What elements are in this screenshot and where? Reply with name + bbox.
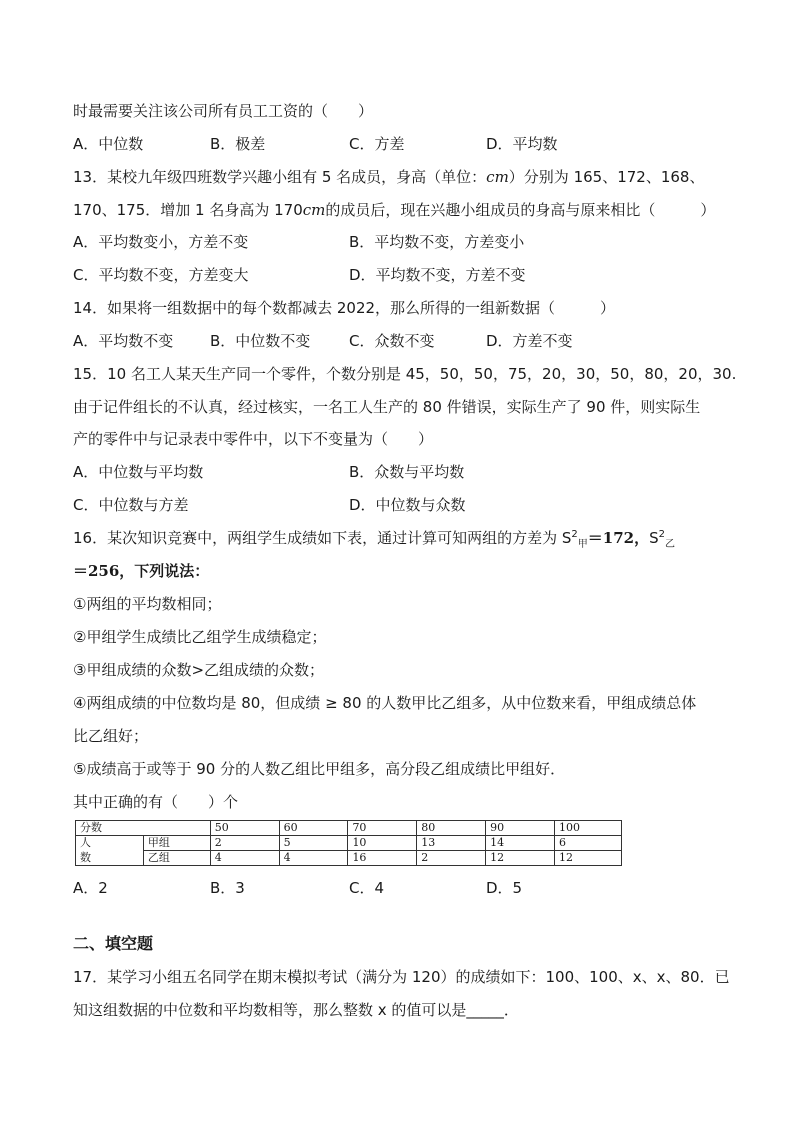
q15-stem-line1: 15．10 名工人某天生产同一个零件，个数分别是 45，50，50，75，20，30，50，80，20，30. — [73, 365, 737, 383]
q16-option-a: A．2 — [73, 879, 108, 897]
q17-stem-line2: 知这组数据的中位数和平均数相等，那么整数 x 的值可以是_____． — [73, 1001, 519, 1019]
q13-text: ）分别为 165、172、168、 — [508, 168, 705, 186]
table-header-label: 分数 — [76, 821, 211, 836]
q16-statement-5: ⑤成绩高于或等于 90 分的人数乙组比甲组多，高分段乙组成绩比甲组好． — [73, 760, 566, 778]
q13-unit: cm — [302, 201, 326, 219]
q12-stem-tail: 时最需要关注该公司所有员工工资的（ ） — [73, 102, 374, 120]
table-cell: 12 — [486, 851, 555, 866]
q16-sub-jia: 甲 — [577, 539, 588, 550]
q13-text: 的成员后，现在兴趣小组成员的身高与原来相比（ ） — [325, 201, 716, 219]
table-cell: 4 — [279, 851, 348, 866]
table-cell: 12 — [555, 851, 622, 866]
score-table — [75, 820, 622, 866]
table-cell: 6 — [555, 836, 622, 851]
q16-statement-4b: 比乙组好； — [73, 727, 149, 745]
table-cell: 5 — [279, 836, 348, 851]
table-cell: 14 — [486, 836, 555, 851]
q13-option-b: B．平均数不变，方差变小 — [349, 233, 525, 251]
table-header-cell: 100 — [555, 821, 622, 836]
table-group-jia: 甲组 — [143, 836, 210, 851]
table-people-label-2: 数 — [76, 851, 144, 866]
table-cell: 13 — [417, 836, 486, 851]
q13-text: 13．某校九年级四班数学兴趣小组有 5 名成员，身高（单位： — [73, 168, 487, 186]
q14-option-c: C．众数不变 — [349, 332, 435, 350]
q13-unit: cm — [486, 168, 509, 186]
q16-statement-4a: ④两组成绩的中位数均是 80，但成绩 ≥ 80 的人数甲比乙组多，从中位数来看，甲组成绩总体 — [73, 694, 697, 712]
q16-sub-yi: 乙 — [664, 539, 675, 550]
table-header-cell: 70 — [348, 821, 417, 836]
q16-statement-3: ③甲组成绩的众数>乙组成绩的众数； — [73, 661, 325, 679]
table-header-cell: 80 — [417, 821, 486, 836]
section-heading-fill-blank: 二、填空题 — [73, 934, 154, 953]
q15-option-c: C．中位数与方差 — [73, 496, 189, 514]
table-cell: 16 — [348, 851, 417, 866]
q15-option-b: B．众数与平均数 — [349, 463, 465, 481]
q16-s-symbol: S — [649, 529, 659, 547]
q16-option-b: B．3 — [210, 879, 245, 897]
q13-option-a: A．平均数变小，方差不变 — [73, 233, 249, 251]
q13-option-c: C．平均数不变，方差变大 — [73, 266, 249, 284]
table-group-yi: 乙组 — [143, 851, 210, 866]
table-header-row — [76, 821, 622, 836]
q15-stem-line3: 产的零件中与记录表中零件中，以下不变量为（ ） — [73, 430, 434, 448]
q16-square: 2 — [658, 529, 665, 540]
q15-option-a: A．中位数与平均数 — [73, 463, 204, 481]
table-header-cell: 90 — [486, 821, 555, 836]
q13-text: 170、175．增加 1 名身高为 170 — [73, 201, 303, 219]
q16-option-c: C．4 — [349, 879, 385, 897]
table-cell: 2 — [417, 851, 486, 866]
q16-statement-2: ②甲组学生成绩比乙组学生成绩稳定； — [73, 628, 327, 646]
q16-variance-jia: ＝172， — [587, 529, 650, 547]
q14-option-b: B．中位数不变 — [210, 332, 311, 350]
q12-option-c: C．方差 — [349, 135, 405, 153]
q15-option-d: D．中位数与众数 — [349, 496, 466, 514]
q13-stem-line2 — [73, 200, 715, 220]
q13-stem-line1 — [73, 167, 704, 187]
q14-stem: 14．如果将一组数据中的每个数都减去 2022，那么所得的一组新数据（ ） — [73, 299, 616, 317]
q16-stem-line1 — [73, 528, 675, 548]
table-people-label-1: 人 — [76, 836, 144, 851]
q12-option-d: D．平均数 — [486, 135, 558, 153]
q16-ask: 其中正确的有（ ）个 — [73, 793, 239, 811]
table-cell: 4 — [210, 851, 279, 866]
table-row-jia — [76, 836, 622, 851]
q16-square: 2 — [571, 529, 578, 540]
q16-statement-1: ①两组的平均数相同； — [73, 595, 222, 613]
q13-option-d: D．平均数不变，方差不变 — [349, 266, 526, 284]
q15-stem-line2: 由于记件组长的不认真，经过核实，一名工人生产的 80 件错误，实际生产了 90 件，则实际生 — [73, 398, 701, 416]
q12-option-b: B．极差 — [210, 135, 266, 153]
q12-option-a: A．中位数 — [73, 135, 144, 153]
q16-option-d: D．5 — [486, 879, 523, 897]
q16-text: 16．某次知识竞赛中，两组学生成绩如下表，通过计算可知两组的方差为 S — [73, 529, 572, 547]
q16-stem-line2 — [73, 561, 209, 581]
q14-option-d: D．方差不变 — [486, 332, 573, 350]
table-header-cell: 50 — [210, 821, 279, 836]
table-cell: 2 — [210, 836, 279, 851]
table-row-yi — [76, 851, 622, 866]
table-header-cell: 60 — [279, 821, 348, 836]
q17-stem-line1: 17．某学习小组五名同学在期末模拟考试（满分为 120）的成绩如下：100、100、x、x、80．已 — [73, 968, 730, 986]
q16-variance-yi: ＝256，下列说法： — [73, 562, 210, 580]
q14-option-a: A．平均数不变 — [73, 332, 174, 350]
table-cell: 10 — [348, 836, 417, 851]
